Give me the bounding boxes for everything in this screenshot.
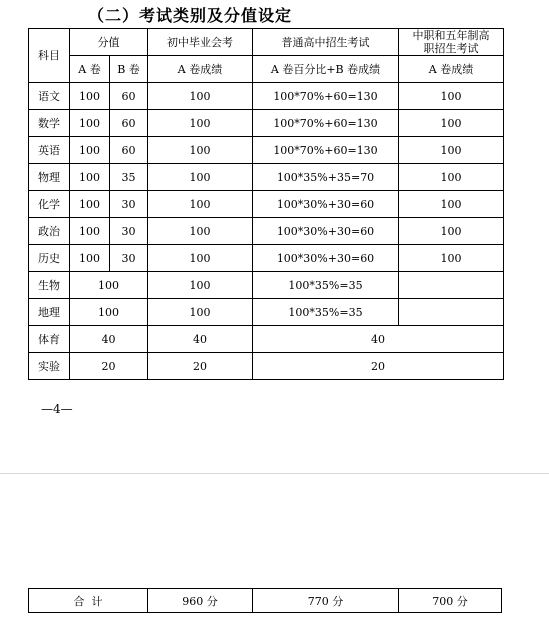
table-row xyxy=(29,218,504,245)
senior-cell: 100*30%+30=60 xyxy=(253,245,399,272)
paper-a-cell: 100 xyxy=(70,164,110,191)
header-vocational-line1: 中职和五年制高 xyxy=(412,29,490,42)
paper-a-cell: 100 xyxy=(70,191,110,218)
senior-cell: 40 xyxy=(253,326,504,353)
senior-cell: 100*35%=35 xyxy=(253,299,399,326)
paper-b-cell: 60 xyxy=(110,137,148,164)
total-vocational: 700 分 xyxy=(399,589,502,613)
paper-a-cell: 100 xyxy=(70,137,110,164)
page-number: —4— xyxy=(41,402,73,416)
score-table xyxy=(28,28,504,380)
score-cell: 40 xyxy=(70,326,148,353)
senior-cell: 100*70%+60=130 xyxy=(253,110,399,137)
header-senior-exam: 普通高中招生考试 xyxy=(253,29,399,56)
header-subject: 科目 xyxy=(29,29,70,83)
total-senior: 770 分 xyxy=(253,589,399,613)
paper-b-cell: 30 xyxy=(110,191,148,218)
subject-cell: 地理 xyxy=(29,299,70,326)
total-label: 合 计 xyxy=(29,589,148,613)
junior-cell: 40 xyxy=(148,326,253,353)
total-junior: 960 分 xyxy=(148,589,253,613)
paper-a-cell: 100 xyxy=(70,83,110,110)
senior-cell: 100*30%+30=60 xyxy=(253,191,399,218)
paper-a-cell: 100 xyxy=(70,110,110,137)
total-row xyxy=(29,589,502,613)
header-paper-a: A 卷 xyxy=(70,56,110,83)
paper-b-cell: 60 xyxy=(110,83,148,110)
subject-cell: 数学 xyxy=(29,110,70,137)
subject-cell: 物理 xyxy=(29,164,70,191)
header-paper-b: B 卷 xyxy=(110,56,148,83)
header-row-1 xyxy=(29,29,504,56)
junior-cell: 100 xyxy=(148,218,253,245)
header-vocational-exam xyxy=(399,29,504,56)
vocational-cell: 100 xyxy=(399,83,504,110)
header-vocational-sub: A 卷成绩 xyxy=(399,56,504,83)
subject-cell: 生物 xyxy=(29,272,70,299)
paper-b-cell: 30 xyxy=(110,218,148,245)
vocational-cell xyxy=(399,299,504,326)
score-cell: 100 xyxy=(70,272,148,299)
senior-cell: 100*35%+35=70 xyxy=(253,164,399,191)
subject-cell: 历史 xyxy=(29,245,70,272)
senior-cell: 20 xyxy=(253,353,504,380)
table-row xyxy=(29,191,504,218)
senior-cell: 100*35%=35 xyxy=(253,272,399,299)
vocational-cell xyxy=(399,272,504,299)
vocational-cell: 100 xyxy=(399,245,504,272)
paper-a-cell: 100 xyxy=(70,245,110,272)
junior-cell: 100 xyxy=(148,164,253,191)
junior-cell: 100 xyxy=(148,191,253,218)
header-senior-sub: A 卷百分比+B 卷成绩 xyxy=(253,56,399,83)
header-vocational-line2: 职招生考试 xyxy=(423,42,479,55)
table-row xyxy=(29,326,504,353)
paper-b-cell: 35 xyxy=(110,164,148,191)
junior-cell: 100 xyxy=(148,245,253,272)
table-row xyxy=(29,353,504,380)
vocational-cell: 100 xyxy=(399,218,504,245)
table-row xyxy=(29,299,504,326)
vocational-cell: 100 xyxy=(399,164,504,191)
paper-b-cell: 30 xyxy=(110,245,148,272)
senior-cell: 100*70%+60=130 xyxy=(253,83,399,110)
paper-b-cell: 60 xyxy=(110,110,148,137)
junior-cell: 100 xyxy=(148,110,253,137)
subject-cell: 实验 xyxy=(29,353,70,380)
vocational-cell: 100 xyxy=(399,191,504,218)
junior-cell: 100 xyxy=(148,137,253,164)
paper-a-cell: 100 xyxy=(70,218,110,245)
score-cell: 100 xyxy=(70,299,148,326)
senior-cell: 100*30%+30=60 xyxy=(253,218,399,245)
vocational-cell: 100 xyxy=(399,137,504,164)
table-row xyxy=(29,272,504,299)
header-row-2 xyxy=(29,56,504,83)
subject-cell: 化学 xyxy=(29,191,70,218)
score-cell: 20 xyxy=(70,353,148,380)
junior-cell: 100 xyxy=(148,272,253,299)
junior-cell: 100 xyxy=(148,299,253,326)
senior-cell: 100*70%+60=130 xyxy=(253,137,399,164)
table-row xyxy=(29,245,504,272)
vocational-cell: 100 xyxy=(399,110,504,137)
page-divider xyxy=(0,473,549,474)
subject-cell: 语文 xyxy=(29,83,70,110)
subject-cell: 英语 xyxy=(29,137,70,164)
total-table xyxy=(28,588,502,613)
table-row xyxy=(29,137,504,164)
table-row xyxy=(29,164,504,191)
table-row xyxy=(29,110,504,137)
subject-cell: 体育 xyxy=(29,326,70,353)
header-junior-sub: A 卷成绩 xyxy=(148,56,253,83)
junior-cell: 20 xyxy=(148,353,253,380)
junior-cell: 100 xyxy=(148,83,253,110)
section-title: （二）考试类别及分值设定 xyxy=(88,6,293,25)
header-score: 分值 xyxy=(70,29,148,56)
table-row xyxy=(29,83,504,110)
header-junior-exam: 初中毕业会考 xyxy=(148,29,253,56)
subject-cell: 政治 xyxy=(29,218,70,245)
